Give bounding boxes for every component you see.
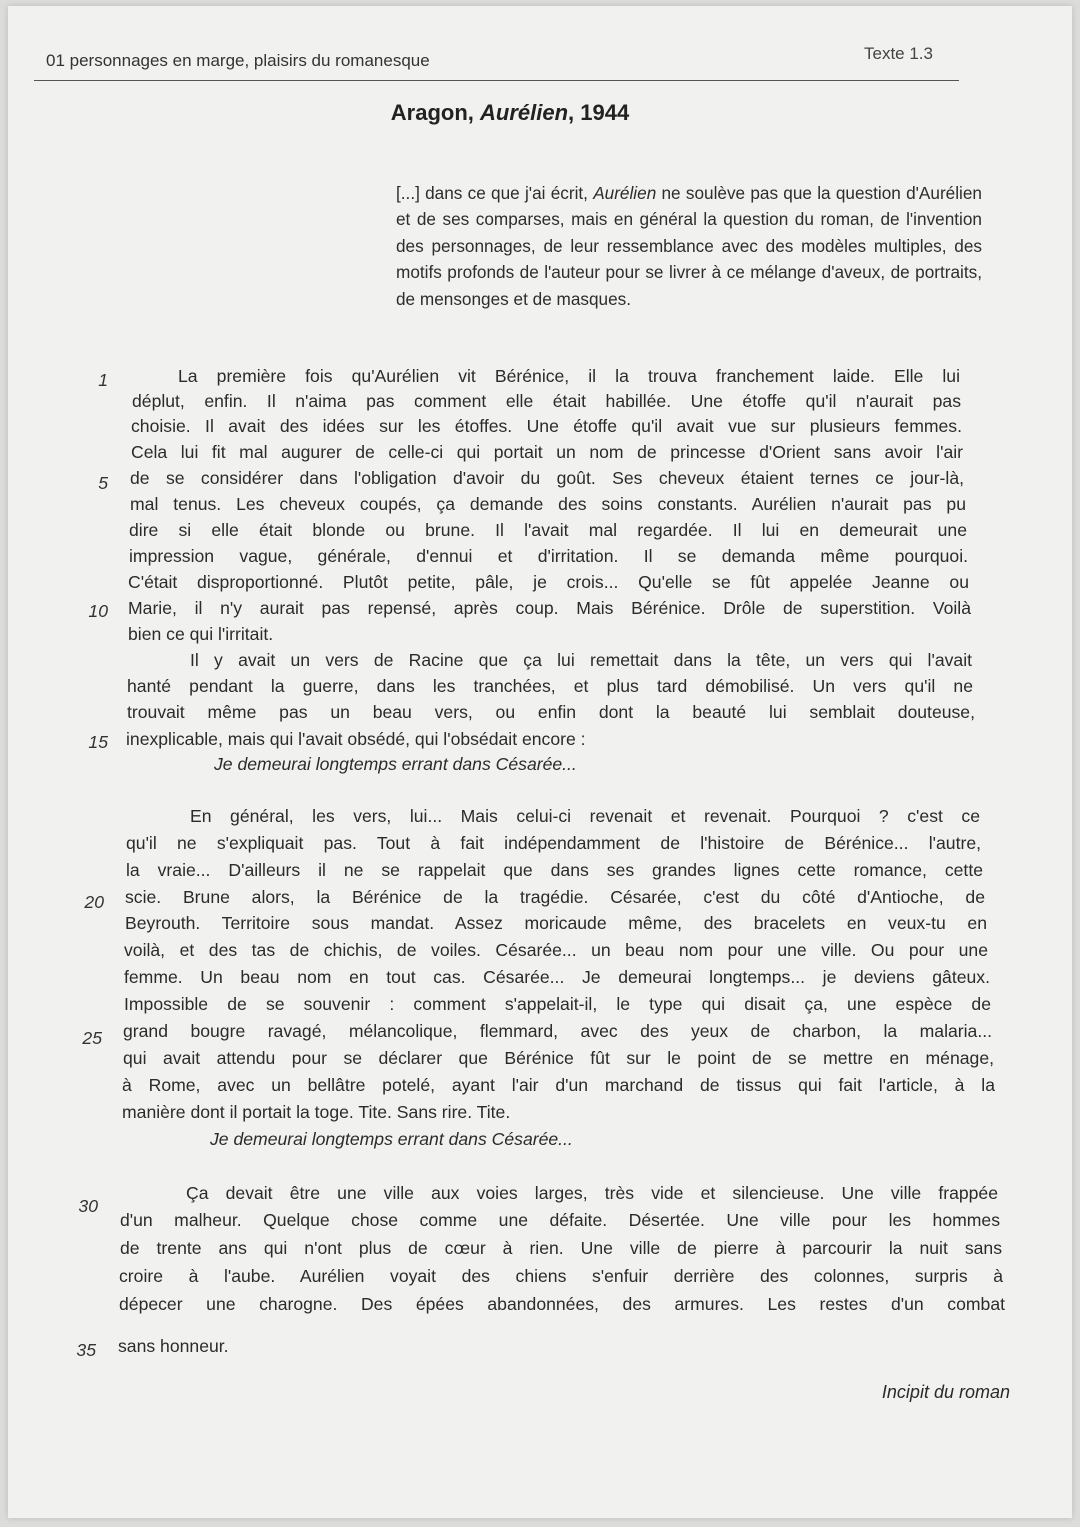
text-line: sans honneur. <box>118 1336 229 1356</box>
text-reference: Texte 1.3 <box>864 44 933 63</box>
epigraph-part-1: [...] dans ce que j'ai écrit, <box>396 183 594 203</box>
course-title: 01 personnages en marge, plaisirs du romanesque <box>46 51 430 70</box>
source-caption: Incipit du roman <box>881 1382 1010 1402</box>
title-year: , 1944 <box>568 100 630 125</box>
text-line: la vraie... D'ailleurs il ne se rappelait que dans ses grandes lignes cette romance, cette <box>126 860 983 880</box>
text-line: trouvait même pas un beau vers, ou enfin dont la beauté lui semblait douteuse, <box>127 702 975 722</box>
text-line: C'était disproportionné. Plutôt petite, pâle, je crois... Qu'elle se fût appelée Jeanne ou <box>128 572 969 592</box>
epigraph-part-2: ne soulève pas que la question d'Aurélien et de ses comparses, mais en général la question du roman, de l'invention des personnages, de leur ressemblance avec des modèles multiples, des motifs profonds de l'auteur pour se livrer à ce mélange d'aveux, de portraits, de mensonges et de masques. <box>396 183 982 309</box>
text-line: La première fois qu'Aurélien vit Bérénice, il la trouva franchement laide. Elle lui <box>178 366 960 386</box>
text-line: de se considérer dans l'obligation d'avoir du goût. Ses cheveux étaient ternes ce jour-là, <box>130 468 964 488</box>
title-work: Aurélien <box>480 100 569 125</box>
text-line: Il y avait un vers de Racine que ça lui remettait dans la tête, un vers qui l'avait <box>190 650 972 670</box>
text-line: hanté pendant la guerre, dans les tranchées, et plus tard démobilisé. Un vers qu'il ne <box>127 676 973 696</box>
line-number: 25 <box>82 1028 102 1048</box>
text-line: choisie. Il avait des idées sur les étoffes. Une étoffe qu'il avait vue sur plusieurs femmes. <box>131 416 962 436</box>
text-line: croire à l'aube. Aurélien voyait des chiens s'enfuir derrière des colonnes, surpris à <box>119 1266 1003 1286</box>
text-line: qu'il ne s'expliquait pas. Tout à fait indépendamment de l'histoire de Bérénice... l'autre, <box>126 833 981 853</box>
text-line: à Rome, avec un bellâtre potelé, ayant l'air d'un marchand de tissus qui fait l'article, à la <box>122 1075 995 1095</box>
text-line: de trente ans qui n'ont plus de cœur à rien. Une ville de pierre à parcourir la nuit sans <box>120 1238 1002 1258</box>
text-line: d'un malheur. Quelque chose comme une défaite. Désertée. Une ville pour les hommes <box>120 1210 1000 1230</box>
text-line: mal tenus. Les cheveux coupés, ça demande des soins constants. Aurélien n'aurait pas pu <box>130 494 966 514</box>
line-number: 20 <box>84 892 104 912</box>
line-number: 10 <box>88 601 108 621</box>
page-title <box>0 100 1020 126</box>
line-number: 1 <box>98 370 108 390</box>
text-line: déplut, enfin. Il n'aima pas comment elle était habillée. Une étoffe qu'il n'aurait pas <box>132 391 961 411</box>
line-number: 15 <box>88 732 108 752</box>
line-number: 5 <box>98 473 108 493</box>
text-line: grand bougre ravagé, mélancolique, flemmard, avec des yeux de charbon, la malaria... <box>123 1021 992 1041</box>
header-divider <box>34 80 959 81</box>
text-line: En général, les vers, lui... Mais celui-ci revenait et revenait. Pourquoi ? c'est ce <box>190 806 980 826</box>
text-line: dépecer une charogne. Des épées abandonnées, des armures. Les restes d'un combat <box>119 1294 1005 1314</box>
text-line: Cela lui fit mal augurer de celle-ci qui portait un nom de princesse d'Orient sans avoir l'air <box>131 442 963 462</box>
text-line: Marie, il n'y aurait pas repensé, après coup. Mais Bérénice. Drôle de superstition. Voilà <box>128 598 971 618</box>
text-line: voilà, et des tas de chichis, de voiles. Césarée... un beau nom pour une ville. Ou pour une <box>124 940 988 960</box>
epigraph-work: Aurélien <box>593 183 657 203</box>
text-line: Impossible de se souvenir : comment s'appelait-il, le type qui disait ça, une espèce de <box>124 994 991 1014</box>
text-line: manière dont il portait la toge. Tite. Sans rire. Tite. <box>122 1102 511 1122</box>
line-number: 35 <box>76 1340 96 1360</box>
text-line: dire si elle était blonde ou brune. Il l'avait mal regardée. Il lui en demeurait une <box>129 520 967 540</box>
text-line: bien ce qui l'irritait. <box>128 624 274 644</box>
text-line: qui avait attendu pour se déclarer que Bérénice fût sur le point de se mettre en ménage, <box>123 1048 994 1068</box>
text-line: femme. Un beau nom en tout cas. Césarée... Je demeurai longtemps... je deviens gâteux. <box>124 967 990 987</box>
text-line: Beyrouth. Territoire sous mandat. Assez moricaude même, des bracelets en veux-tu en <box>125 913 987 933</box>
title-author: Aragon, <box>390 100 481 125</box>
text-line: inexplicable, mais qui l'avait obsédé, qui l'obsédait encore : <box>126 729 586 749</box>
text-line: scie. Brune alors, la Bérénice de la tragédie. Césarée, c'est du côté d'Antioche, de <box>125 887 985 907</box>
verse-quote: Je demeurai longtemps errant dans Césarée... <box>214 754 577 774</box>
epigraph <box>396 180 982 312</box>
verse-quote: Je demeurai longtemps errant dans Césarée... <box>210 1129 573 1149</box>
text-line: Ça devait être une ville aux voies larges, très vide et silencieuse. Une ville frappée <box>186 1183 998 1203</box>
text-line: impression vague, générale, d'ennui et d'irritation. Il se demanda même pourquoi. <box>129 546 968 566</box>
line-number: 30 <box>78 1196 98 1216</box>
